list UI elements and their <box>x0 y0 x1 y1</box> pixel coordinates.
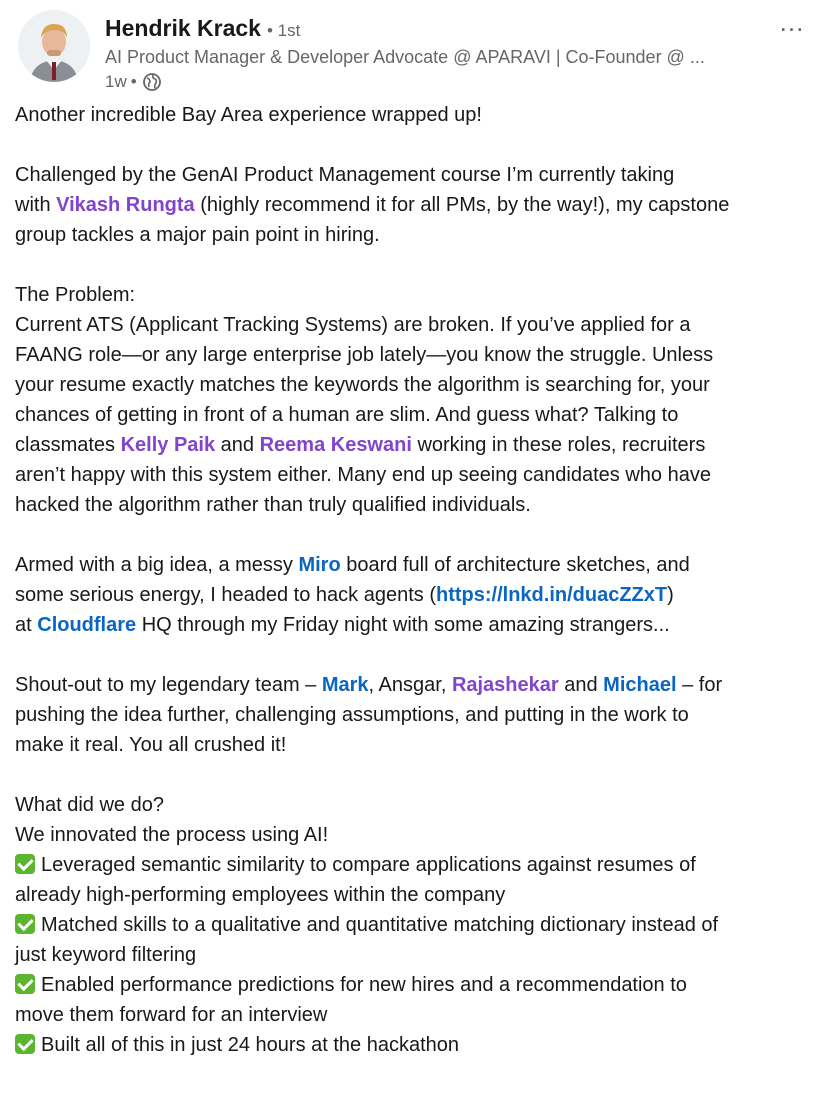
text-span: some serious energy, I headed to hack agents ( <box>15 584 436 606</box>
post-line: What did we do? <box>15 794 164 816</box>
paragraph-break <box>15 760 815 790</box>
text-span: and <box>558 674 604 696</box>
post-line: chances of getting in front of a human are slim. And guess what? Talking to <box>15 404 679 426</box>
connection-degree: • 1st <box>266 21 301 40</box>
post-line <box>15 580 815 610</box>
check-mark-icon <box>15 914 35 934</box>
mention-kelly-paik[interactable]: Kelly Paik <box>120 434 216 456</box>
globe-icon <box>142 72 162 92</box>
text-span: at <box>15 614 38 636</box>
post-line: aren’t happy with this system either. Many end up seeing candidates who have <box>15 464 711 486</box>
text-span: ) <box>667 584 674 606</box>
more-options-button[interactable]: ... <box>779 7 805 37</box>
paragraph-break <box>15 520 815 550</box>
post-line: pushing the idea further, challenging assumptions, and putting in the work to <box>15 704 689 726</box>
text-span: – for <box>676 674 723 696</box>
post-line <box>15 970 815 1000</box>
author-avatar[interactable] <box>18 10 90 82</box>
mention-reema-keswani[interactable]: Reema Keswani <box>259 434 412 456</box>
author-headline: AI Product Manager & Developer Advocate @ APARAVI | Co-Founder @ ... <box>105 47 705 67</box>
mention-rajashekar[interactable]: Rajashekar <box>451 674 559 696</box>
post-line <box>15 910 815 940</box>
check-mark-icon <box>15 1034 35 1054</box>
post-line: make it real. You all crushed it! <box>15 734 287 756</box>
link-cloudflare[interactable]: Cloudflare <box>37 614 137 636</box>
paragraph-break <box>15 640 815 670</box>
post-line: FAANG role—or any large enterprise job lately—you know the struggle. Unless <box>15 344 714 366</box>
text-span: board full of architecture sketches, and <box>340 554 690 576</box>
time-separator: • <box>130 72 137 91</box>
post-line: just keyword filtering <box>15 944 197 966</box>
post-line: group tackles a major pain point in hiring. <box>15 224 380 246</box>
post-line <box>15 850 815 880</box>
post-line: Challenged by the GenAI Product Management course I’m currently taking <box>15 164 675 186</box>
link-url[interactable]: https://lnkd.in/duacZZxT <box>436 584 668 606</box>
text-span: , Ansgar, <box>368 674 452 696</box>
text-span: Enabled performance predictions for new hires and a recommendation to <box>41 974 687 996</box>
post-line <box>15 190 815 220</box>
text-span: Shout-out to my legendary team – <box>15 674 322 696</box>
check-mark-icon <box>15 854 35 874</box>
mention-vikash-rungta[interactable]: Vikash Rungta <box>56 194 195 216</box>
text-span: Armed with a big idea, a messy <box>15 554 299 576</box>
link-michael[interactable]: Michael <box>603 674 677 696</box>
post-line: The Problem: <box>15 284 136 306</box>
link-miro[interactable]: Miro <box>298 554 341 576</box>
post-line: hacked the algorithm rather than truly qualified individuals. <box>15 494 531 516</box>
post-line: your resume exactly matches the keywords the algorithm is searching for, your <box>15 374 710 396</box>
post-line <box>15 430 815 460</box>
post-line: Another incredible Bay Area experience wrapped up! <box>15 104 482 126</box>
text-span: with <box>15 194 57 216</box>
post-header <box>18 7 818 91</box>
author-name[interactable]: Hendrik Krack <box>105 15 261 41</box>
check-mark-icon <box>15 974 35 994</box>
author-meta <box>105 14 745 93</box>
post-time-row <box>105 71 745 93</box>
text-span: Built all of this in just 24 hours at the hackathon <box>41 1034 460 1056</box>
text-span: Leveraged semantic similarity to compare applications against resumes of <box>41 854 696 876</box>
post-line <box>15 610 815 640</box>
paragraph-break <box>15 250 815 280</box>
post-body <box>15 100 815 1060</box>
post-line: already high-performing employees within the company <box>15 884 506 906</box>
avatar-photo <box>18 10 90 82</box>
post-line <box>15 670 815 700</box>
post-time: 1w <box>105 72 127 91</box>
post-line: move them forward for an interview <box>15 1004 328 1026</box>
name-row <box>105 14 745 45</box>
text-span: Matched skills to a qualitative and quantitative matching dictionary instead of <box>41 914 719 936</box>
text-span: classmates <box>15 434 121 456</box>
post-line: Current ATS (Applicant Tracking Systems) are broken. If you’ve applied for a <box>15 314 691 336</box>
text-span: working in these roles, recruiters <box>411 434 706 456</box>
text-span: HQ through my Friday night with some amazing strangers... <box>136 614 670 636</box>
paragraph-break <box>15 130 815 160</box>
link-mark[interactable]: Mark <box>321 674 369 696</box>
post-line <box>15 1030 815 1060</box>
text-span: and <box>215 434 260 456</box>
post-line <box>15 550 815 580</box>
text-span: (highly recommend it for all PMs, by the way!), my capstone <box>194 194 730 216</box>
post-line: We innovated the process using AI! <box>15 824 329 846</box>
